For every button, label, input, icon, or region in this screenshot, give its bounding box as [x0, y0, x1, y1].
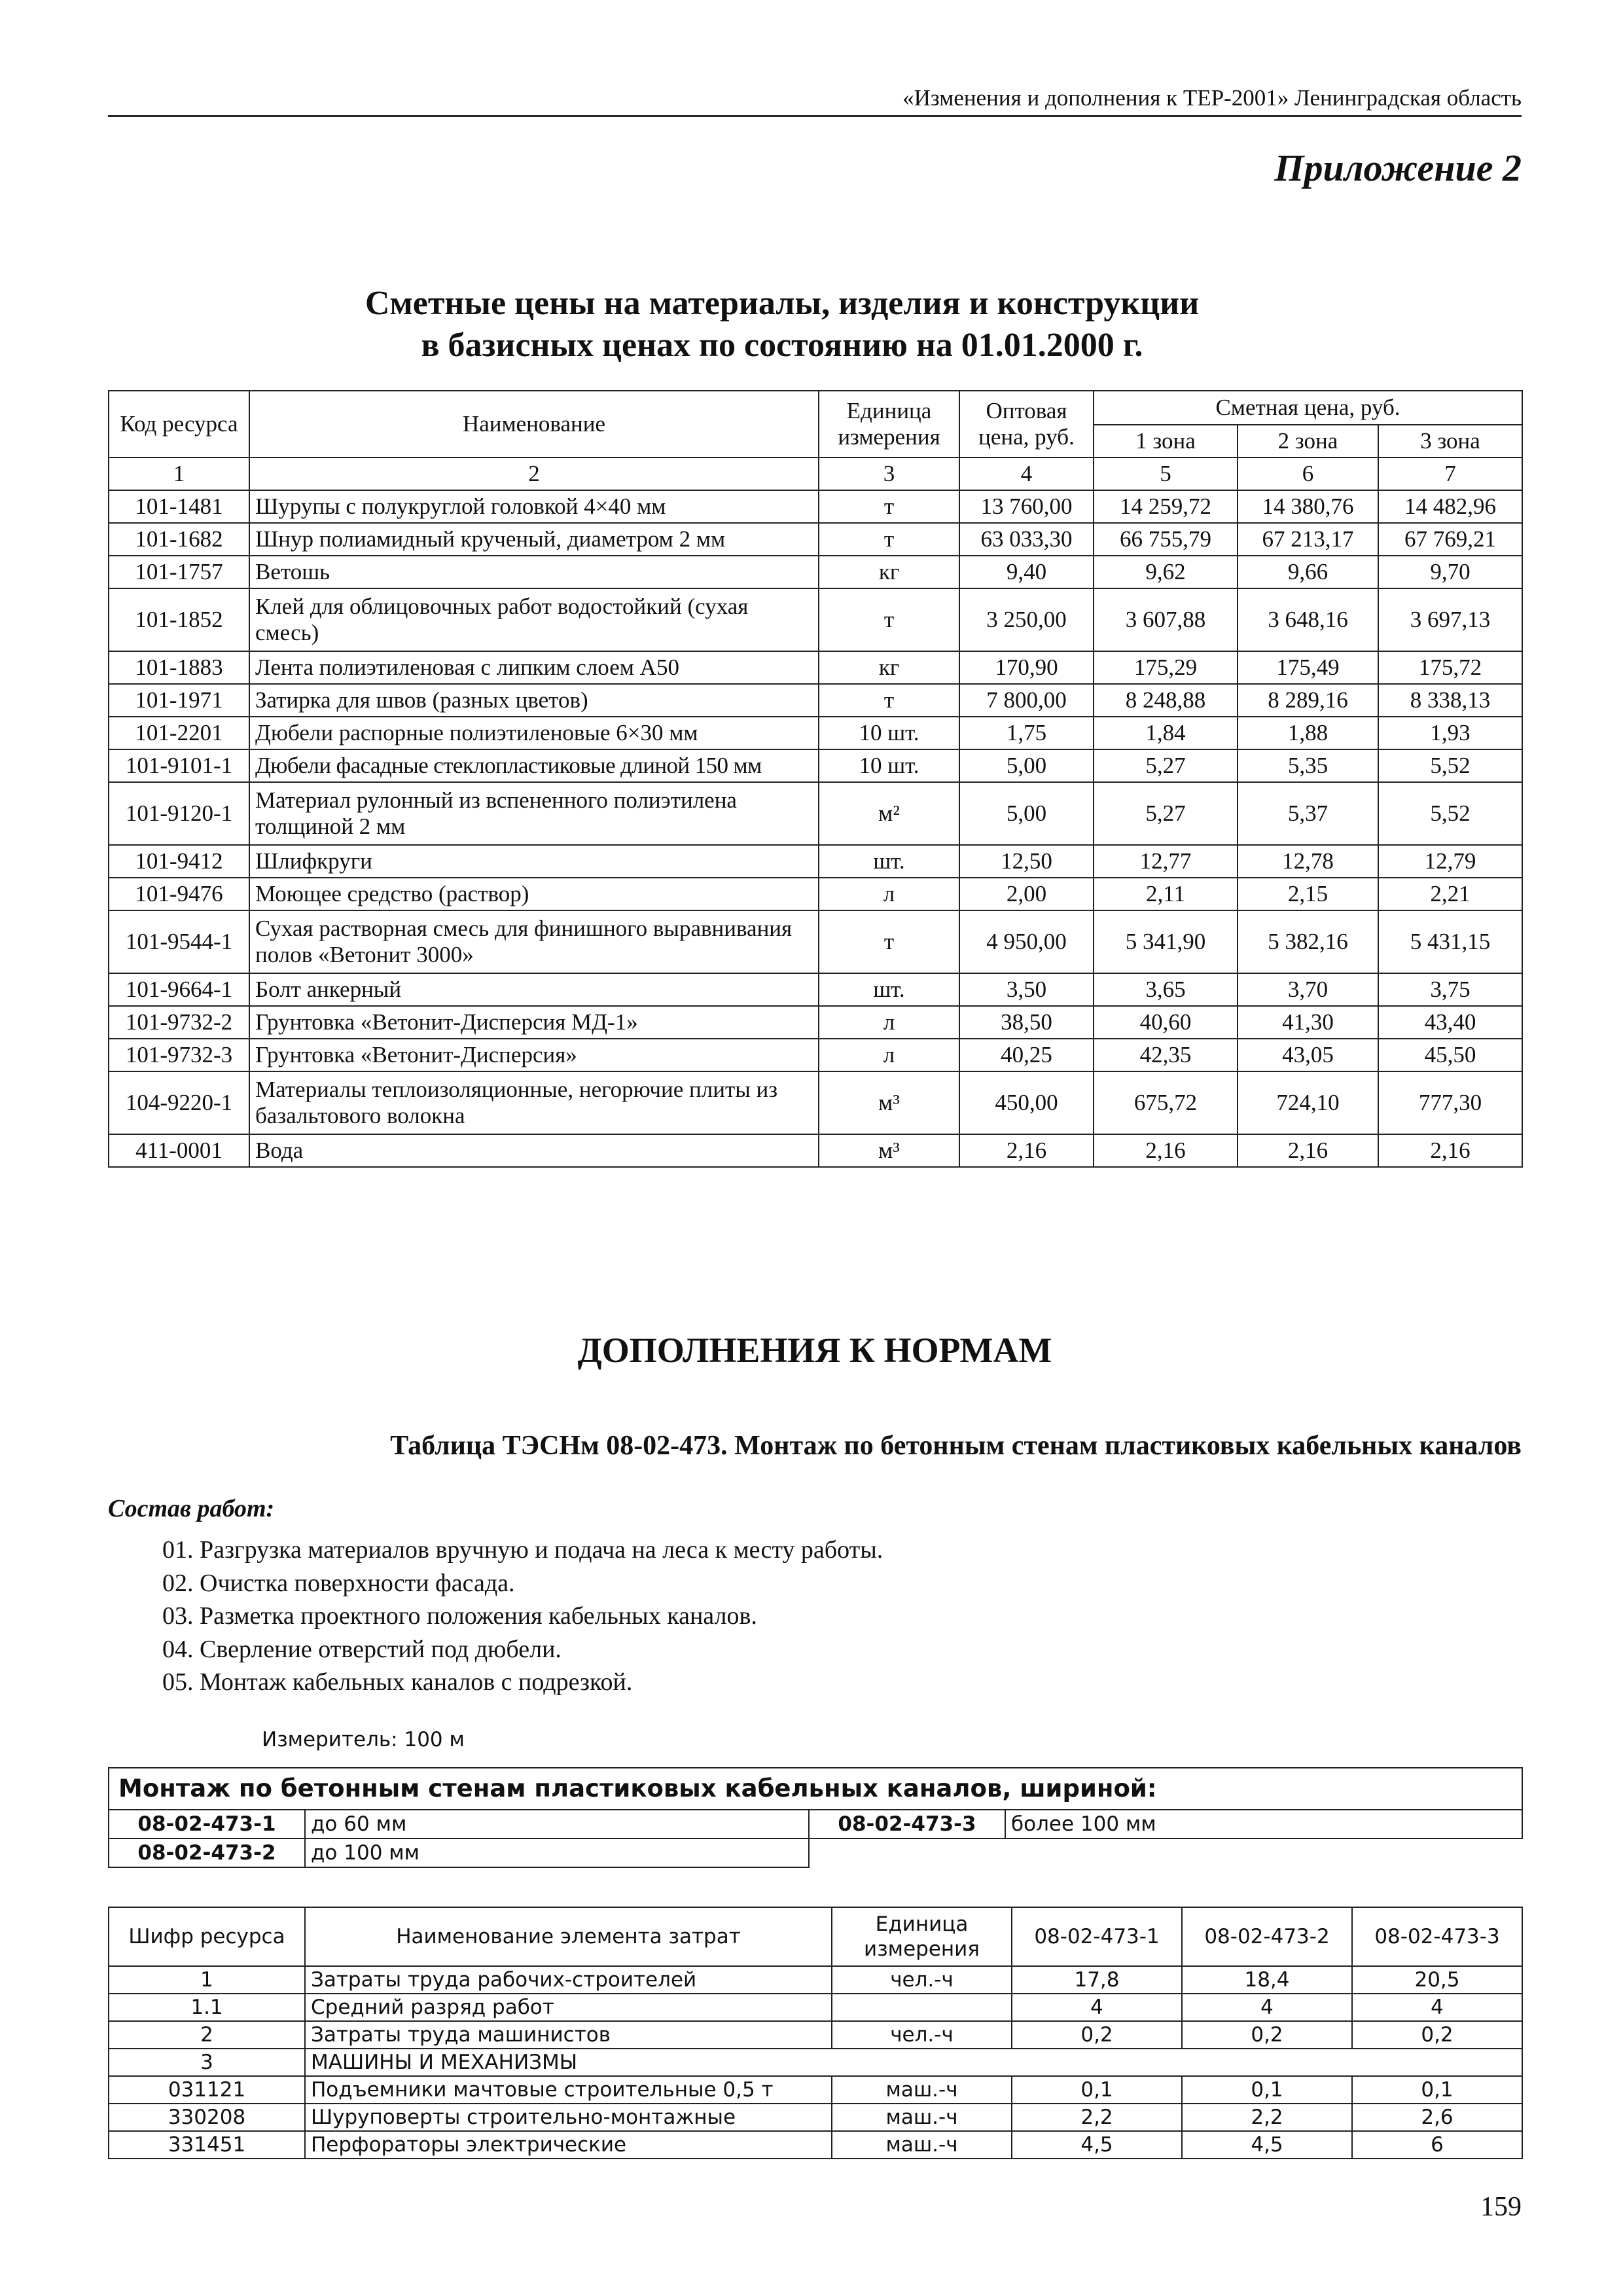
zone-2-price: 12,78	[1238, 845, 1378, 878]
column-number: 1	[109, 457, 249, 490]
norm-code: 08-02-473-1	[109, 1810, 305, 1839]
header-rule	[108, 115, 1522, 117]
table-row	[109, 588, 1522, 651]
unit: чел.-ч	[832, 2021, 1012, 2049]
norm-codes-caption: Монтаж по бетонным стенам пластиковых кабельных каналов, шириной:	[109, 1768, 1522, 1810]
table-row	[109, 2076, 1522, 2104]
column-number-row	[109, 457, 1522, 490]
resource-code: 101-9732-2	[109, 1006, 249, 1039]
zone-1-price: 42,35	[1094, 1039, 1238, 1071]
zone-1-price: 2,11	[1094, 878, 1238, 910]
zone-2-price: 9,66	[1238, 556, 1378, 588]
header-resource-code: Шифр ресурса	[109, 1907, 305, 1966]
zone-2-price: 8 289,16	[1238, 684, 1378, 717]
wholesale-price: 1,75	[959, 717, 1094, 749]
zone-1-price: 40,60	[1094, 1006, 1238, 1039]
zone-3-price: 1,93	[1378, 717, 1522, 749]
list-item: 01. Разгрузка материалов вручную и подача на леса к месту работы.	[162, 1536, 883, 1564]
norm-3-value: 0,2	[1352, 2021, 1522, 2049]
resource-name: Моющее средство (раствор)	[249, 878, 819, 910]
norm-codes-table	[108, 1767, 1523, 1868]
resource-code: 101-1971	[109, 684, 249, 717]
cost-element-name: Шуруповерты строительно-монтажные	[305, 2104, 832, 2131]
unit: кг	[819, 651, 959, 684]
zone-1-price: 5,27	[1094, 749, 1238, 782]
resource-name: Материал рулонный из вспененного полиэтилена толщиной 2 мм	[249, 782, 819, 845]
column-number: 2	[249, 457, 819, 490]
zone-2-price: 67 213,17	[1238, 523, 1378, 556]
norm-code-desc: до 60 мм	[305, 1810, 809, 1839]
resource-code: 331451	[109, 2131, 305, 2159]
norm-code-desc: до 100 мм	[305, 1839, 809, 1867]
wholesale-price: 9,40	[959, 556, 1094, 588]
unit: чел.-ч	[832, 1966, 1012, 1994]
resource-name: Дюбели фасадные стеклопластиковые длиной 150 мм	[249, 749, 819, 782]
zone-1-price: 3,65	[1094, 973, 1238, 1006]
resource-code: 101-9732-3	[109, 1039, 249, 1071]
zone-3-price: 8 338,13	[1378, 684, 1522, 717]
resource-code: 101-9412	[109, 845, 249, 878]
norm-3-value: 20,5	[1352, 1966, 1522, 1994]
norm-2-value: 18,4	[1182, 1966, 1352, 1994]
list-item: 03. Разметка проектного положения кабельных каналов.	[162, 1602, 757, 1630]
wholesale-price: 450,00	[959, 1071, 1094, 1134]
column-number: 4	[959, 457, 1094, 490]
resource-name: Сухая растворная смесь для финишного выравнивания полов «Ветонит 3000»	[249, 910, 819, 973]
resource-name: Материалы теплоизоляционные, негорючие плиты из базальтового волокна	[249, 1071, 819, 1134]
table-row	[109, 2021, 1522, 2049]
zone-2-price: 41,30	[1238, 1006, 1378, 1039]
resource-code: 101-9476	[109, 878, 249, 910]
wholesale-price: 2,00	[959, 878, 1094, 910]
wholesale-price: 4 950,00	[959, 910, 1094, 973]
table-row	[109, 490, 1522, 523]
table-row	[109, 782, 1522, 845]
resource-code: 101-1883	[109, 651, 249, 684]
zone-3-price: 3,75	[1378, 973, 1522, 1006]
resource-code: 031121	[109, 2076, 305, 2104]
prices-table	[108, 390, 1523, 1168]
table-row	[109, 1006, 1522, 1039]
zone-3-price: 43,40	[1378, 1006, 1522, 1039]
resource-code: 101-9664-1	[109, 973, 249, 1006]
unit: м²	[819, 782, 959, 845]
zone-3-price: 2,16	[1378, 1134, 1522, 1167]
column-number: 7	[1378, 457, 1522, 490]
prices-title	[108, 283, 1456, 367]
resource-name: Шнур полиамидный крученый, диаметром 2 мм	[249, 523, 819, 556]
header-zone-3: 3 зона	[1378, 425, 1522, 457]
work-composition-label: Состав работ:	[108, 1495, 275, 1522]
resource-name: Дюбели распорные полиэтиленовые 6×30 мм	[249, 717, 819, 749]
zone-1-price: 2,16	[1094, 1134, 1238, 1167]
resource-name: Грунтовка «Ветонит-Дисперсия МД-1»	[249, 1006, 819, 1039]
zone-3-price: 175,72	[1378, 651, 1522, 684]
unit: т	[819, 588, 959, 651]
resource-name: Ветошь	[249, 556, 819, 588]
cost-element-name: Перфораторы электрические	[305, 2131, 832, 2159]
resource-code: 101-1757	[109, 556, 249, 588]
wholesale-price: 40,25	[959, 1039, 1094, 1071]
header-norm-1: 08-02-473-1	[1012, 1907, 1182, 1966]
header-code: Код ресурса	[109, 391, 249, 457]
table-row	[109, 1039, 1522, 1071]
header-estimate: Сметная цена, руб.	[1094, 391, 1522, 425]
zone-1-price: 5 341,90	[1094, 910, 1238, 973]
zone-3-price: 5,52	[1378, 782, 1522, 845]
zone-1-price: 8 248,88	[1094, 684, 1238, 717]
resource-code: 411-0001	[109, 1134, 249, 1167]
zone-3-price: 5 431,15	[1378, 910, 1522, 973]
wholesale-price: 3 250,00	[959, 588, 1094, 651]
header-cost-element: Наименование элемента затрат	[305, 1907, 832, 1966]
unit: л	[819, 1006, 959, 1039]
zone-3-price: 12,79	[1378, 845, 1522, 878]
unit: м³	[819, 1134, 959, 1167]
zone-2-price: 1,88	[1238, 717, 1378, 749]
header-unit: Единица измерения	[819, 391, 959, 457]
unit: кг	[819, 556, 959, 588]
list-item: 05. Монтаж кабельных каналов с подрезкой.	[162, 1668, 633, 1696]
table-row	[109, 2049, 1522, 2076]
resource-name: Лента полиэтиленовая с липким слоем А50	[249, 651, 819, 684]
zone-2-price: 5 382,16	[1238, 910, 1378, 973]
list-item: 02. Очистка поверхности фасада.	[162, 1569, 515, 1597]
zone-1-price: 1,84	[1094, 717, 1238, 749]
column-number: 6	[1238, 457, 1378, 490]
header-zone-1: 1 зона	[1094, 425, 1238, 457]
resource-code: 104-9220-1	[109, 1071, 249, 1134]
zone-2-price: 43,05	[1238, 1039, 1378, 1071]
zone-1-price: 14 259,72	[1094, 490, 1238, 523]
unit: шт.	[819, 973, 959, 1006]
zone-2-price: 3,70	[1238, 973, 1378, 1006]
unit: маш.-ч	[832, 2076, 1012, 2104]
list-item: 04. Сверление отверстий под дюбели.	[162, 1635, 562, 1663]
zone-2-price: 2,15	[1238, 878, 1378, 910]
blank-cell	[809, 1839, 1522, 1867]
table-row	[109, 749, 1522, 782]
zone-1-price: 5,27	[1094, 782, 1238, 845]
norm-3-value: 6	[1352, 2131, 1522, 2159]
zone-3-price: 67 769,21	[1378, 523, 1522, 556]
wholesale-price: 170,90	[959, 651, 1094, 684]
resource-code: 101-1481	[109, 490, 249, 523]
table-row	[109, 2104, 1522, 2131]
resource-code: 101-9120-1	[109, 782, 249, 845]
zone-3-price: 3 697,13	[1378, 588, 1522, 651]
zone-1-price: 9,62	[1094, 556, 1238, 588]
resource-name: Шурупы с полукруглой головкой 4×40 мм	[249, 490, 819, 523]
zone-1-price: 675,72	[1094, 1071, 1238, 1134]
zone-1-price: 12,77	[1094, 845, 1238, 878]
norm-table-title: Таблица ТЭСНм 08-02-473. Монтаж по бетонным стенам пластиковых кабельных каналов	[390, 1431, 1522, 1461]
resource-name: Грунтовка «Ветонит-Дисперсия»	[249, 1039, 819, 1071]
table-row	[109, 973, 1522, 1006]
wholesale-price: 5,00	[959, 782, 1094, 845]
column-number: 3	[819, 457, 959, 490]
unit: т	[819, 523, 959, 556]
zone-2-price: 2,16	[1238, 1134, 1378, 1167]
resource-code: 1	[109, 1966, 305, 1994]
resource-name: Вода	[249, 1134, 819, 1167]
unit: м³	[819, 1071, 959, 1134]
column-number: 5	[1094, 457, 1238, 490]
cost-element-name: Средний разряд работ	[305, 1994, 832, 2021]
norm-2-value: 4,5	[1182, 2131, 1352, 2159]
table-row	[109, 2131, 1522, 2159]
zone-2-price: 14 380,76	[1238, 490, 1378, 523]
resource-code: 1.1	[109, 1994, 305, 2021]
wholesale-price: 63 033,30	[959, 523, 1094, 556]
zone-2-price: 175,49	[1238, 651, 1378, 684]
table-row	[109, 717, 1522, 749]
norm-1-value: 2,2	[1012, 2104, 1182, 2131]
measure-unit: Измеритель: 100 м	[262, 1728, 465, 1751]
wholesale-price: 3,50	[959, 973, 1094, 1006]
table-row	[109, 684, 1522, 717]
header-unit: Единица измерения	[832, 1907, 1012, 1966]
unit	[832, 1994, 1012, 2021]
table-row	[109, 1134, 1522, 1167]
resource-name: Болт анкерный	[249, 973, 819, 1006]
norm-1-value: 17,8	[1012, 1966, 1182, 1994]
zone-2-price: 724,10	[1238, 1071, 1378, 1134]
wholesale-price: 12,50	[959, 845, 1094, 878]
table-row	[109, 910, 1522, 973]
norm-3-value: 2,6	[1352, 2104, 1522, 2131]
cost-element-name: Подъемники мачтовые строительные 0,5 т	[305, 2076, 832, 2104]
table-row	[109, 651, 1522, 684]
norm-2-value: 2,2	[1182, 2104, 1352, 2131]
table-row	[109, 1994, 1522, 2021]
resource-code: 330208	[109, 2104, 305, 2131]
header-name: Наименование	[249, 391, 819, 457]
unit: л	[819, 1039, 959, 1071]
norm-2-value: 4	[1182, 1994, 1352, 2021]
cost-element-name: Затраты труда машинистов	[305, 2021, 832, 2049]
zone-2-price: 5,37	[1238, 782, 1378, 845]
appendix-label: Приложение 2	[1274, 147, 1522, 189]
norm-3-value: 0,1	[1352, 2076, 1522, 2104]
norm-1-value: 0,2	[1012, 2021, 1182, 2049]
unit: т	[819, 684, 959, 717]
resource-code: 2	[109, 2021, 305, 2049]
cost-section-name: МАШИНЫ И МЕХАНИЗМЫ	[305, 2049, 1522, 2076]
zone-3-price: 5,52	[1378, 749, 1522, 782]
resource-code: 101-1682	[109, 523, 249, 556]
unit: т	[819, 910, 959, 973]
unit: л	[819, 878, 959, 910]
table-row	[109, 523, 1522, 556]
unit: т	[819, 490, 959, 523]
norm-1-value: 0,1	[1012, 2076, 1182, 2104]
resource-code: 101-9544-1	[109, 910, 249, 973]
resource-name: Шлифкруги	[249, 845, 819, 878]
prices-title-line-2: в базисных ценах по состоянию на 01.01.2000 г.	[421, 327, 1143, 364]
header-norm-2: 08-02-473-2	[1182, 1907, 1352, 1966]
norm-2-value: 0,1	[1182, 2076, 1352, 2104]
header-norm-3: 08-02-473-3	[1352, 1907, 1522, 1966]
wholesale-price: 7 800,00	[959, 684, 1094, 717]
prices-title-line-1: Сметные цены на материалы, изделия и конструкции	[365, 285, 1200, 322]
zone-1-price: 175,29	[1094, 651, 1238, 684]
zone-3-price: 2,21	[1378, 878, 1522, 910]
zone-1-price: 3 607,88	[1094, 588, 1238, 651]
zone-3-price: 777,30	[1378, 1071, 1522, 1134]
unit: 10 шт.	[819, 749, 959, 782]
wholesale-price: 2,16	[959, 1134, 1094, 1167]
zone-1-price: 66 755,79	[1094, 523, 1238, 556]
unit: 10 шт.	[819, 717, 959, 749]
unit: шт.	[819, 845, 959, 878]
norm-1-value: 4,5	[1012, 2131, 1182, 2159]
wholesale-price: 13 760,00	[959, 490, 1094, 523]
cost-element-name: Затраты труда рабочих-строителей	[305, 1966, 832, 1994]
zone-3-price: 45,50	[1378, 1039, 1522, 1071]
zone-2-price: 3 648,16	[1238, 588, 1378, 651]
unit: маш.-ч	[832, 2131, 1012, 2159]
resource-code: 101-9101-1	[109, 749, 249, 782]
norm-code: 08-02-473-2	[109, 1839, 305, 1867]
table-row	[109, 556, 1522, 588]
resource-code: 101-1852	[109, 588, 249, 651]
resource-name: Затирка для швов (разных цветов)	[249, 684, 819, 717]
zone-3-price: 9,70	[1378, 556, 1522, 588]
norm-code: 08-02-473-3	[809, 1810, 1005, 1839]
running-header: «Изменения и дополнения к ТЕР-2001» Ленинградская область	[902, 85, 1522, 111]
norm-2-value: 0,2	[1182, 2021, 1352, 2049]
resource-code: 3	[109, 2049, 305, 2076]
page-number: 159	[1480, 2192, 1522, 2222]
norm-code-desc: более 100 мм	[1005, 1810, 1522, 1839]
table-row	[109, 1071, 1522, 1134]
table-row	[109, 878, 1522, 910]
zone-3-price: 14 482,96	[1378, 490, 1522, 523]
resource-name: Клей для облицовочных работ водостойкий (сухая смесь)	[249, 588, 819, 651]
wholesale-price: 5,00	[959, 749, 1094, 782]
zone-2-price: 5,35	[1238, 749, 1378, 782]
wholesale-price: 38,50	[959, 1006, 1094, 1039]
work-list	[162, 1534, 883, 1699]
header-zone-2: 2 зона	[1238, 425, 1378, 457]
resource-code: 101-2201	[109, 717, 249, 749]
norms-heading: ДОПОЛНЕНИЯ К НОРМАМ	[577, 1331, 1052, 1370]
norm-1-value: 4	[1012, 1994, 1182, 2021]
norm-3-value: 4	[1352, 1994, 1522, 2021]
header-wholesale: Оптовая цена, руб.	[959, 391, 1094, 457]
cost-elements-table	[108, 1907, 1523, 2159]
table-row	[109, 845, 1522, 878]
unit: маш.-ч	[832, 2104, 1012, 2131]
table-row	[109, 1966, 1522, 1994]
